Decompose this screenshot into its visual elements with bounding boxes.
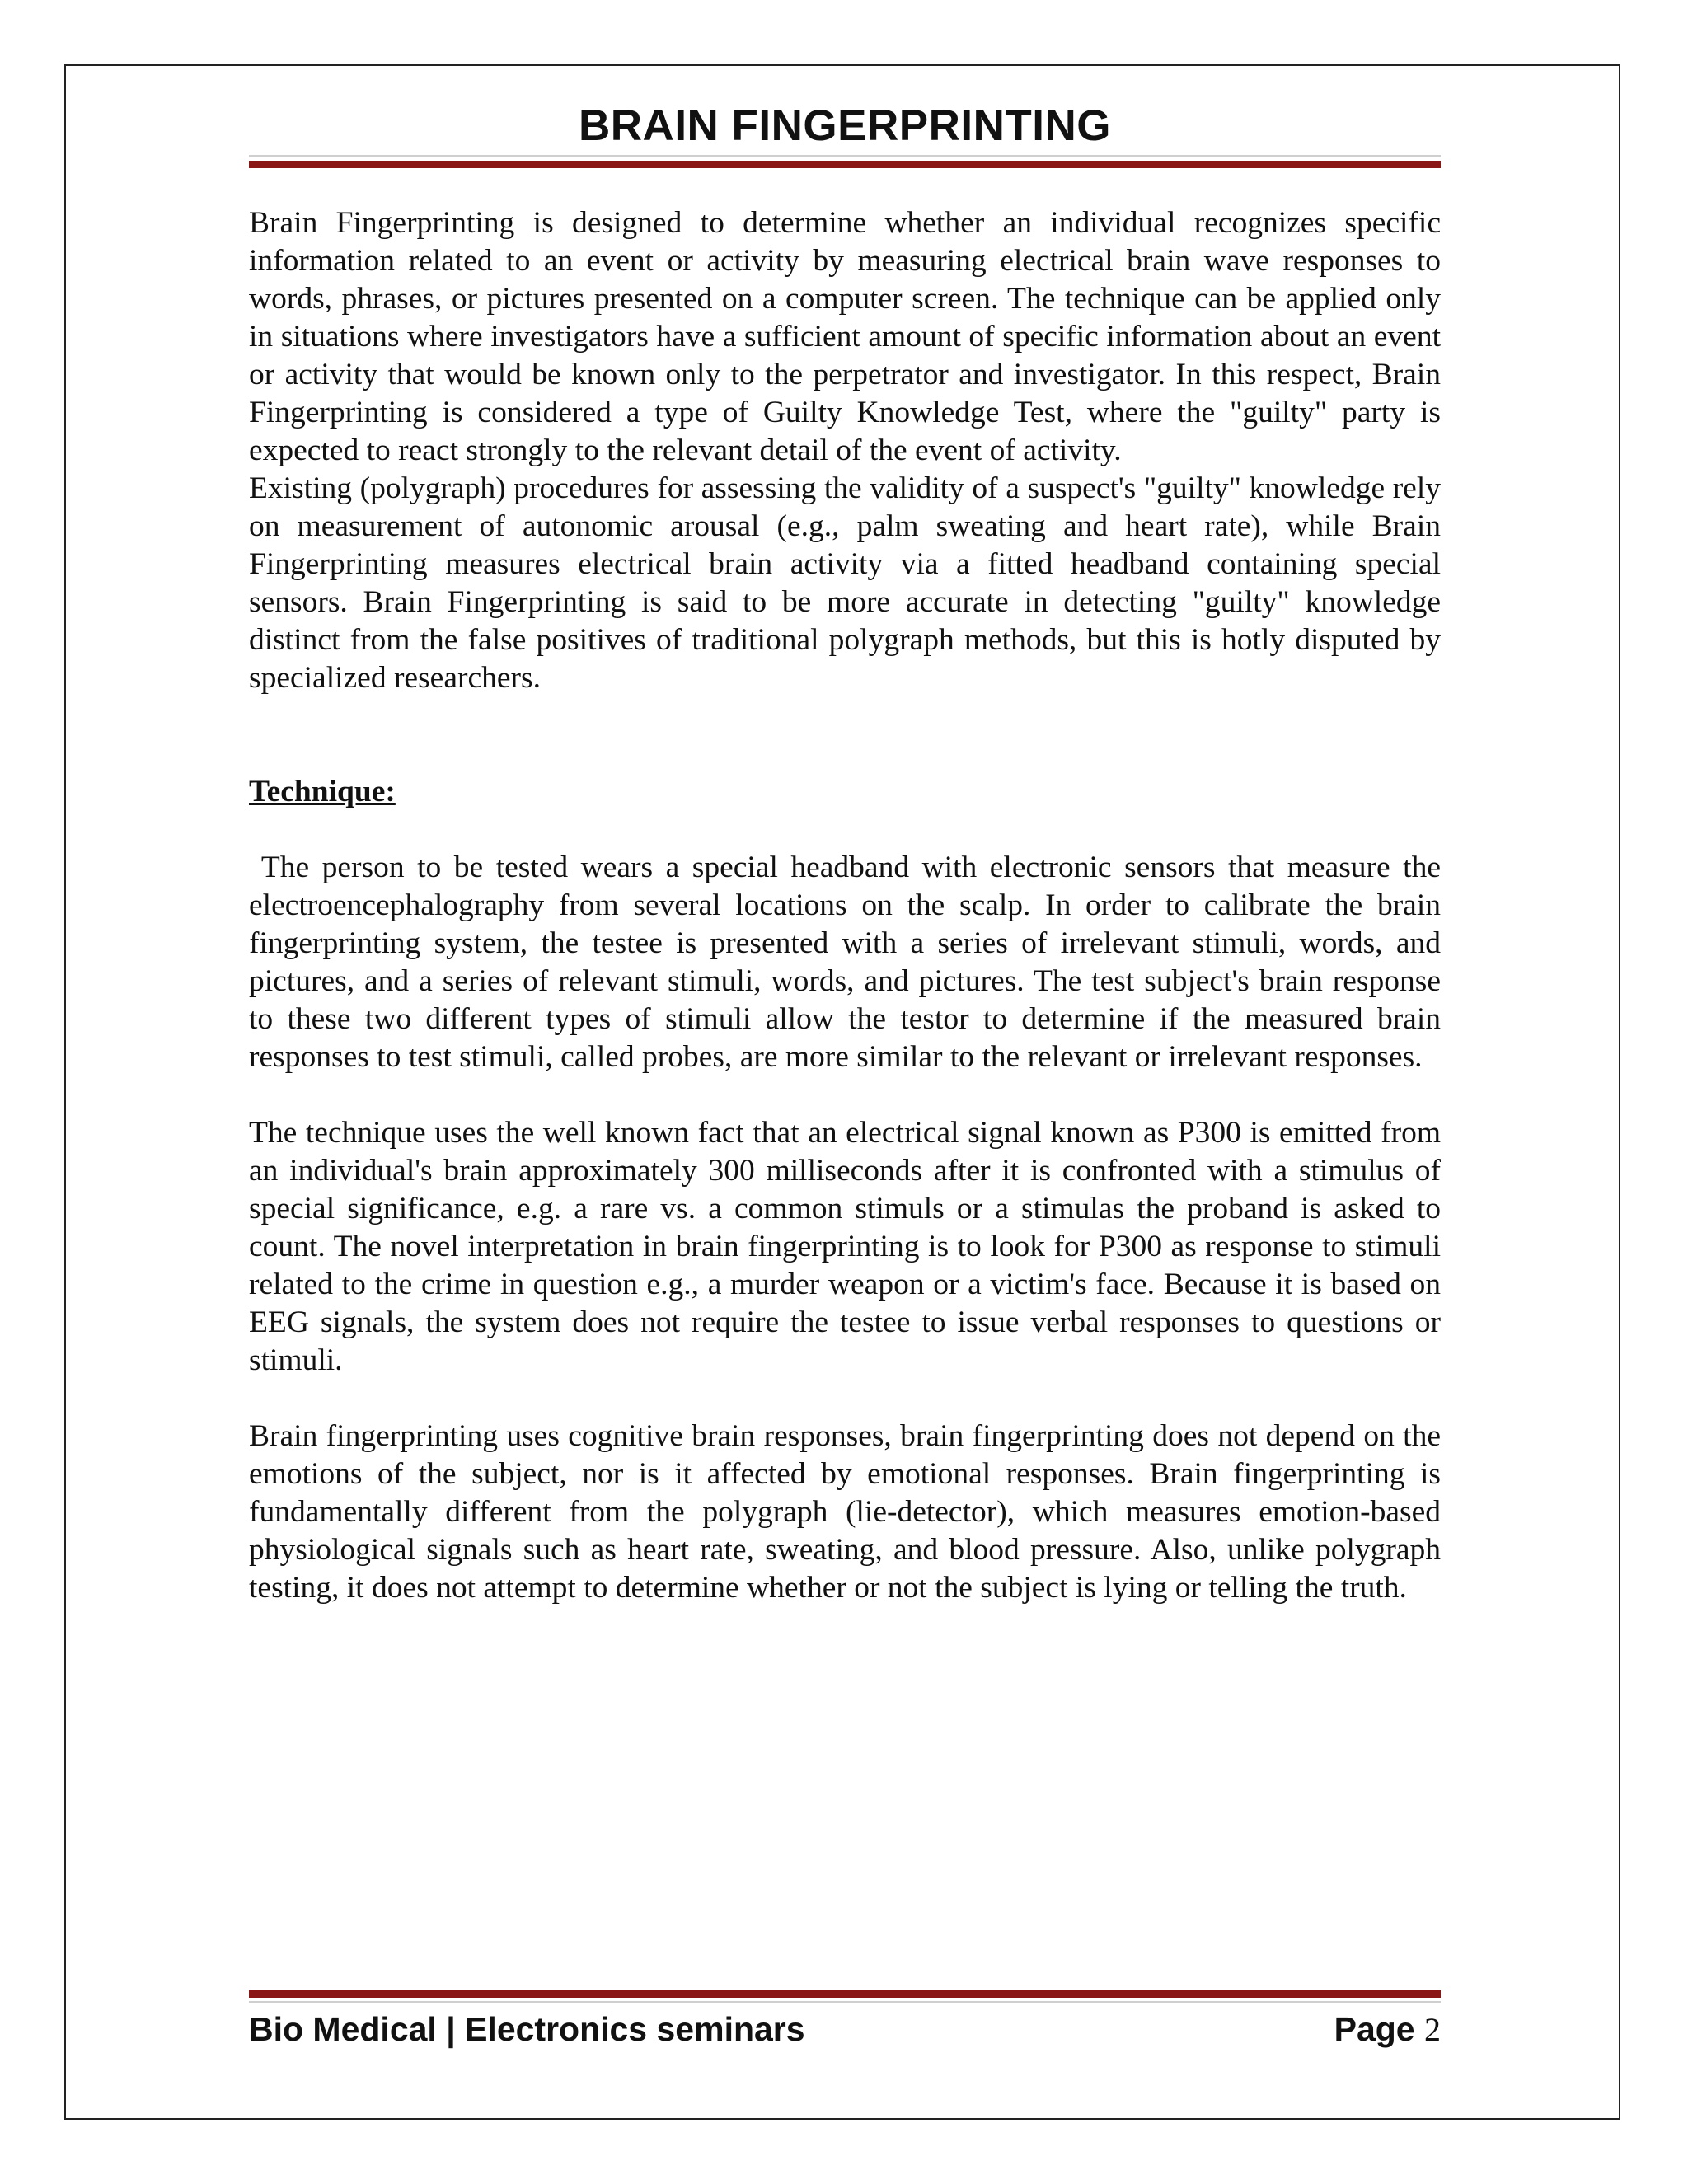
- header-rule: [249, 161, 1441, 168]
- document-body: [249, 204, 1441, 1607]
- spacer: [249, 697, 1441, 773]
- footer-page-label: Page: [1334, 2010, 1415, 2048]
- spacer: [249, 811, 1441, 849]
- technique-paragraph-1-text: The person to be tested wears a special headband with electronic sensors that measure the electroencephalography from several locations on the scalp. In order to calibrate the brain fingerprinting system, the testee is presented with a series of irrelevant stimuli, words, and pictures, and a series of relevant stimuli, words, and pictures. The test subject's brain response to these two different types of stimuli allow the testor to determine if the measured brain responses to test stimuli, called probes, are more similar to the relevant or irrelevant responses.: [249, 851, 1441, 1074]
- technique-paragraph-2: The technique uses the well known fact that an electrical signal known as P300 is emitted from an individual's brain approximately 300 milliseconds after it is confronted with a stimulus of special significance, e.g. a rare vs. a common stimuls or a stimulas the proband is asked to count. The novel interpretation in brain fingerprinting is to look for P300 as response to stimuli related to the crime in question e.g., a murder weapon or a victim's face. Because it is based on EEG signals, the system does not require the testee to issue verbal responses to questions or stimuli.: [249, 1116, 1441, 1377]
- technique-paragraph-1: [249, 849, 1441, 1076]
- section-heading-technique: Technique:: [249, 775, 396, 808]
- spacer: [249, 1076, 1441, 1114]
- page-title: BRAIN FINGERPRINTING: [579, 101, 1111, 150]
- footer-rule: [249, 1990, 1441, 1998]
- intro-paragraph-1: Brain Fingerprinting is designed to determine whether an individual recognizes specific information related to an event or activity by measuring electrical brain wave responses to words, phrases, or pictures presented on a computer screen. The technique can be applied only in situations where investigators have a sufficient amount of specific information about an event or activity that would be known only to the perpetrator and investigator. In this respect, Brain Fingerprinting is considered a type of Guilty Knowledge Test, where the "guilty" party is expected to react strongly to the relevant detail of the event of activity.: [249, 206, 1441, 467]
- footer-thin-divider: [249, 2001, 1441, 2003]
- intro-paragraph-2: Existing (polygraph) procedures for assessing the validity of a suspect's "guilty" knowledge rely on measurement of autonomic arousal (e.g., palm sweating and heart rate), while Brain Fingerprinting measures electrical brain activity via a fitted headband containing special sensors. Brain Fingerprinting is said to be more accurate in detecting "guilty" knowledge distinct from the false positives of traditional polygraph methods, but this is hotly disputed by specialized researchers.: [249, 471, 1441, 695]
- technique-paragraph-3: Brain fingerprinting uses cognitive brain responses, brain fingerprinting does not depend on the emotions of the subject, nor is it affected by emotional responses. Brain fingerprinting is fundamentally different from the polygraph (lie-detector), which measures emotion-based physiological signals such as heart rate, sweating, and blood pressure. Also, unlike polygraph testing, it does not attempt to determine whether or not the subject is lying or telling the truth.: [249, 1419, 1441, 1605]
- header-thin-divider: [249, 155, 1441, 157]
- footer-course-label: Bio Medical | Electronics seminars: [249, 2010, 805, 2048]
- footer-page-indicator: [1334, 2004, 1441, 2055]
- spacer: [249, 1380, 1441, 1418]
- footer-page-number: 2: [1424, 2011, 1441, 2048]
